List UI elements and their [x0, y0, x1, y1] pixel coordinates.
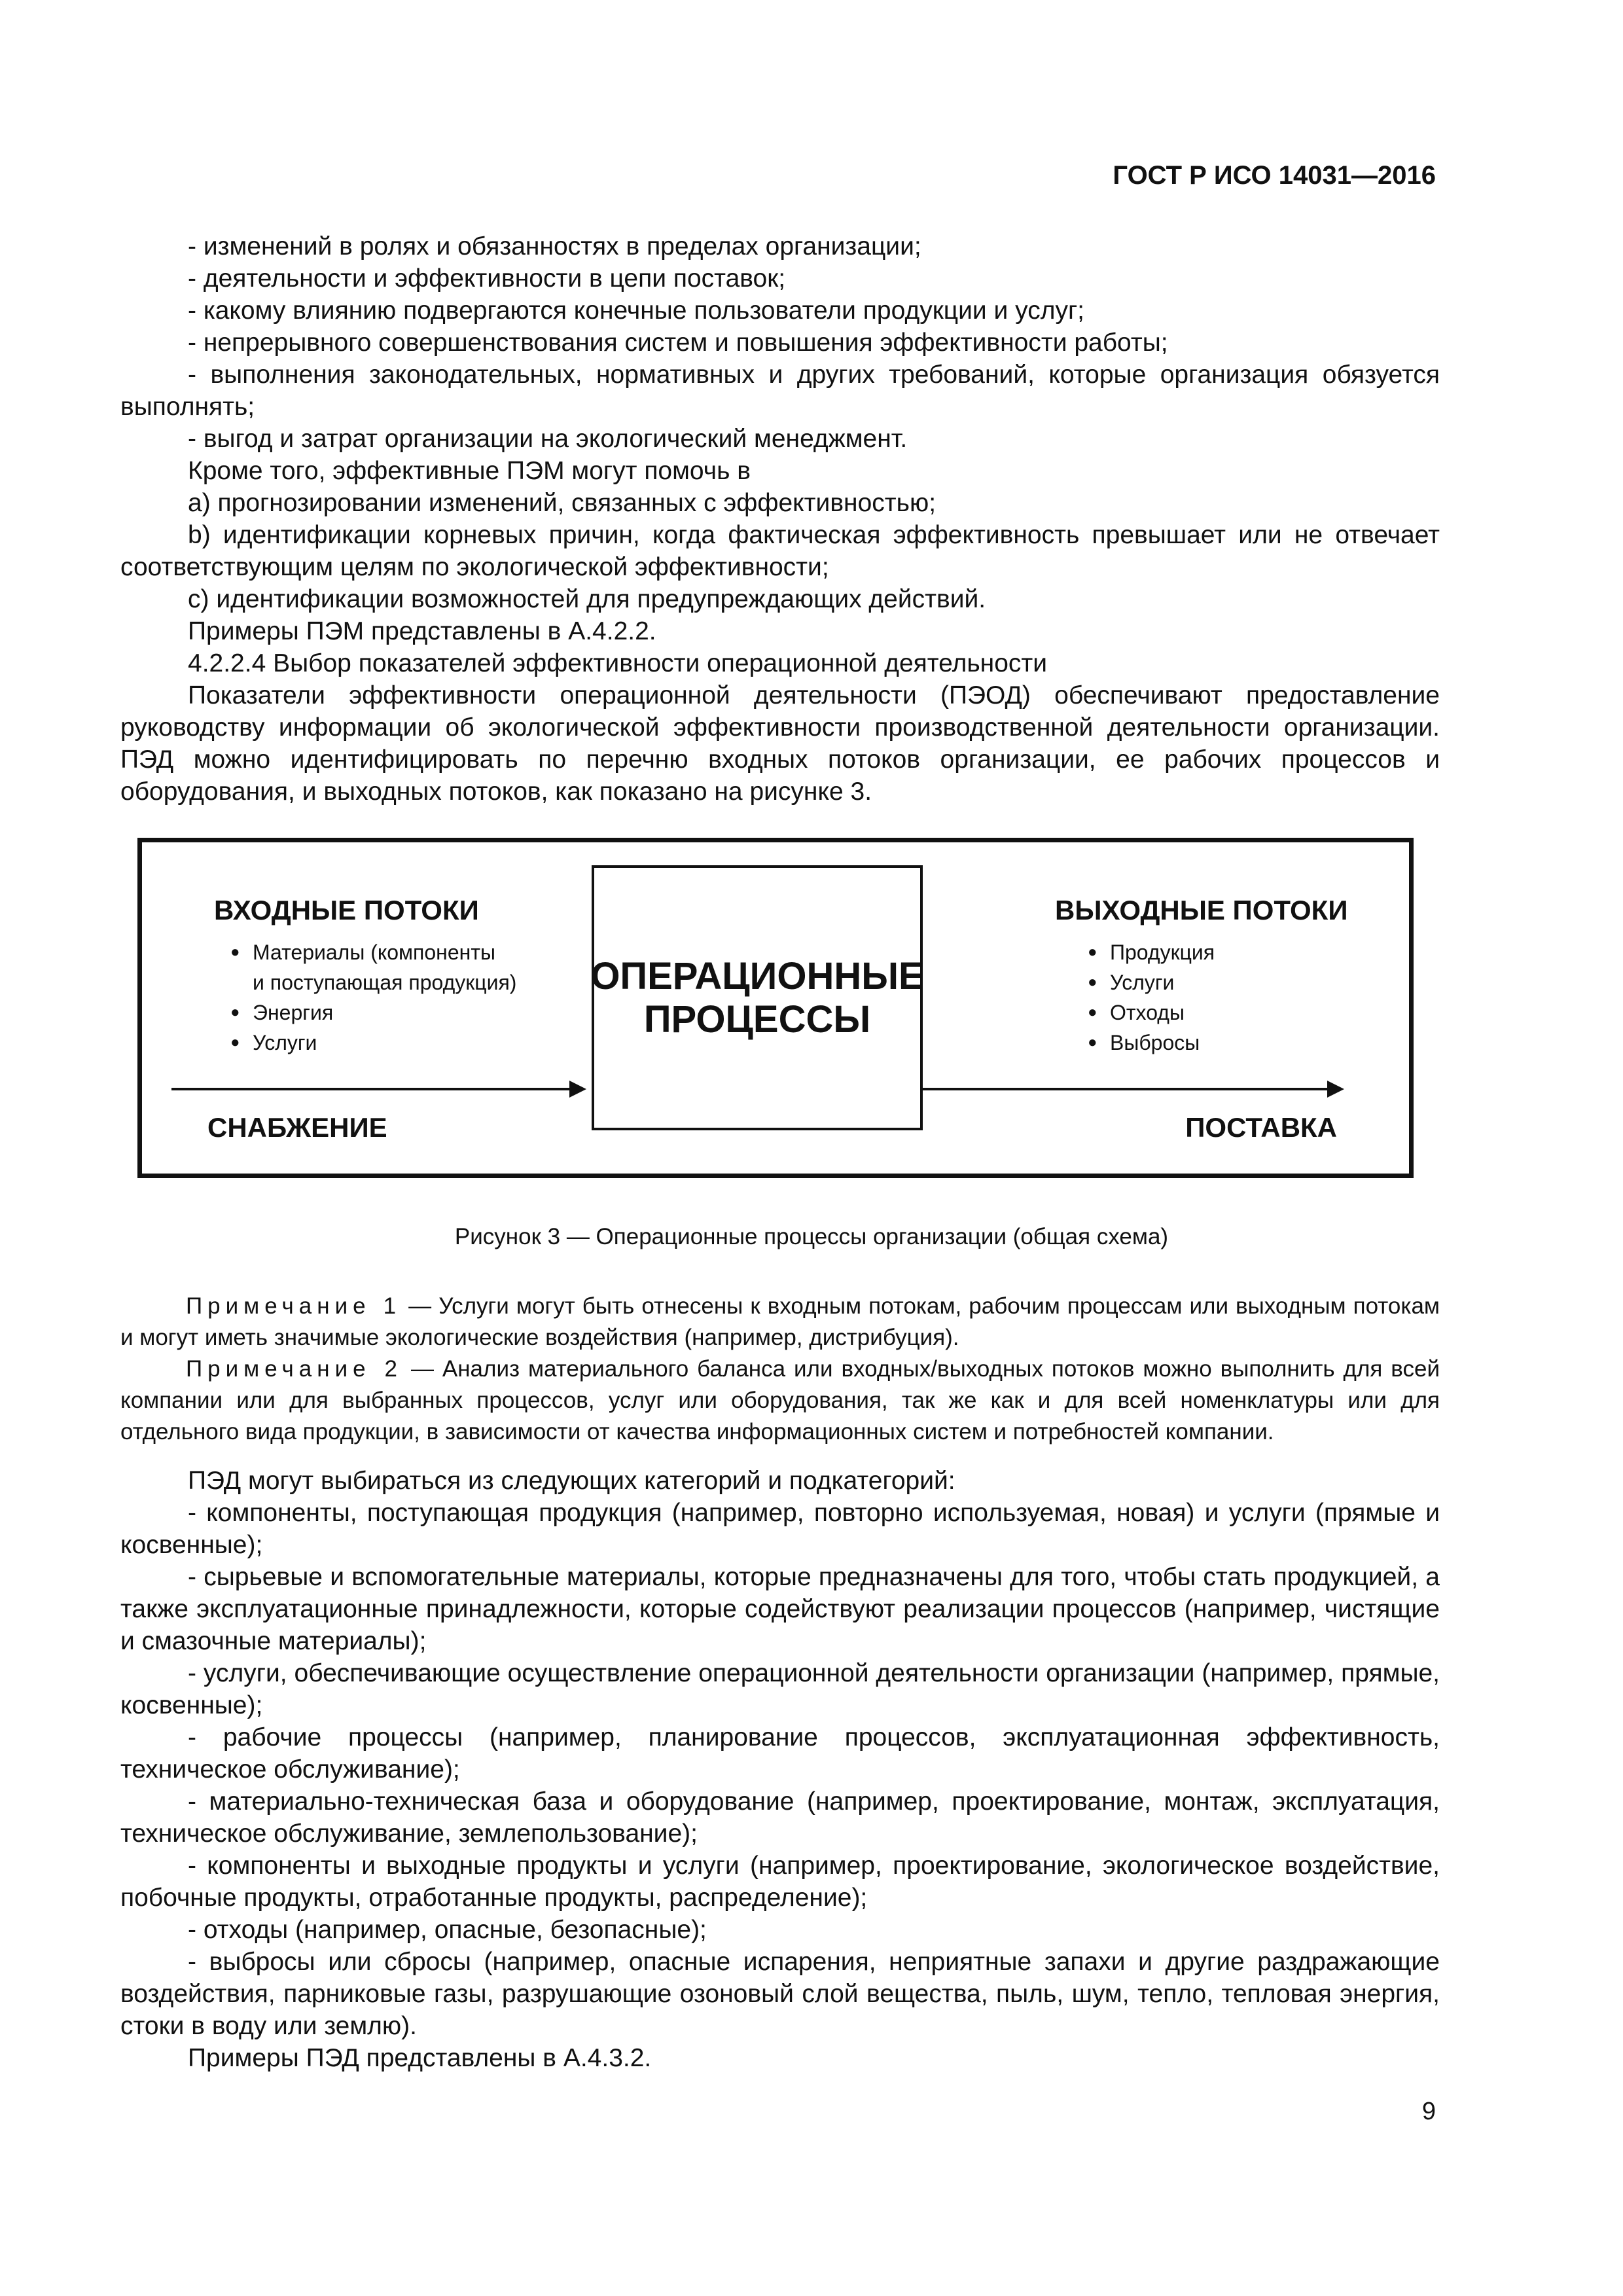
paragraph: - отходы (например, опасные, безопасные); [188, 1916, 707, 1944]
note-2 [120, 1354, 1440, 1448]
note-text: — Услуги могут быть отнесены к входным потокам, рабочим процессам или выходным потокам и могут иметь значимые экологические воздействия (например, дистрибуция). [120, 1293, 1440, 1350]
standard-header: ГОСТ Р ИСО 14031—2016 [1113, 161, 1436, 190]
paragraph: - материально-техническая база и оборудование (например, проектирование, монтаж, эксплуатация, техническое обслуживание, землепользование); [120, 1787, 1440, 1848]
input-item: ● Энергия [230, 997, 516, 1028]
operational-process-diagram [137, 838, 1414, 1178]
output-item: ● Отходы [1088, 997, 1215, 1028]
paragraph: - деятельности и эффективности в цепи поставок; [188, 264, 786, 293]
paragraph: - выбросы или сбросы (например, опасные испарения, неприятные запахи и другие раздражающие воздействия, парниковые газы, разрушающие озоновый слой вещества, пыль, шум, тепло, тепловая энергия, стоки в воду или землю). [120, 1948, 1440, 2040]
page-number: 9 [1421, 2098, 1436, 2125]
output-item: ● Продукция [1088, 937, 1215, 967]
paragraph: Кроме того, эффективные ПЭМ могут помочь в [188, 457, 751, 485]
note-1 [120, 1291, 1440, 1354]
paragraph: b) идентификации корневых причин, когда фактическая эффективность превышает или не отвечает соответствующим целям по экологической эффективности; [120, 521, 1440, 581]
operational-processes-box [592, 865, 923, 1130]
output-item: ● Выбросы [1088, 1028, 1215, 1058]
note-text: — Анализ материального баланса или входных/выходных потоков можно выполнить для всей компании или для выбранных процессов, услуг или оборудования, так же как и для всей номенклатуры или для отдельного вида продукции, в зависимости от качества информационных систем и потребностей компании. [120, 1356, 1440, 1444]
paragraph: - сырьевые и вспомогательные материалы, которые предназначены для того, чтобы стать продукцией, а также эксплуатационные принадлежности, которые содействуют реализации процессов (например, чистящие и смазочные материалы); [120, 1563, 1440, 1655]
center-label: ПРОЦЕССЫ [643, 997, 871, 1041]
paragraph: Примеры ПЭМ представлены в А.4.2.2. [188, 617, 656, 645]
output-flows-title: ВЫХОДНЫЕ ПОТОКИ [1055, 895, 1348, 925]
paragraph: - компоненты, поступающая продукция (например, повторно используемая, новая) и услуги (прямые и косвенные); [120, 1499, 1440, 1559]
paragraph: a) прогнозировании изменений, связанных с эффективностью; [188, 489, 936, 517]
note-label: Примечание 1 [186, 1293, 402, 1319]
delivery-arrow [923, 1088, 1342, 1090]
note-label: Примечание 2 [186, 1356, 402, 1382]
supply-arrow [171, 1088, 584, 1090]
notes-block [120, 1291, 1440, 1448]
section-heading: 4.2.2.4 Выбор показателей эффективности операционной деятельности [188, 649, 1048, 677]
paragraph: - непрерывного совершенствования систем и повышения эффективности работы; [188, 329, 1168, 357]
top-text-block [120, 230, 1440, 808]
center-label: ОПЕРАЦИОННЫЕ [590, 954, 924, 997]
bottom-text-block [120, 1465, 1440, 2074]
paragraph: - рабочие процессы (например, планирование процессов, эксплуатационная эффективность, техническое обслуживание); [120, 1723, 1440, 1784]
paragraph: c) идентификации возможностей для предупреждающих действий. [188, 585, 986, 613]
paragraph: - выгод и затрат организации на экологический менеджмент. [188, 425, 908, 453]
paragraph: Показатели эффективности операционной деятельности (ПЭОД) обеспечивают предоставление руководству информации об экологической эффективности производственной деятельности организации. ПЭД можно идентифицировать по перечню входных потоков организации, ее рабочих процессов и оборудования, и выходных потоков, как показано на рисунке 3. [120, 681, 1440, 806]
paragraph: - компоненты и выходные продукты и услуги (например, проектирование, экологическое воздействие, побочные продукты, отработанные продукты, распределение); [120, 1852, 1440, 1912]
input-flows-list [230, 937, 516, 1058]
input-item: ● Материалы (компоненты и поступающая продукция) [230, 937, 516, 997]
paragraph: Примеры ПЭД представлены в А.4.3.2. [188, 2044, 652, 2072]
paragraph: - услуги, обеспечивающие осуществление операционной деятельности организации (например, прямые, косвенные); [120, 1659, 1440, 1719]
output-flows-list [1088, 937, 1215, 1058]
figure-caption: Рисунок 3 — Операционные процессы организации (общая схема) [454, 1224, 1169, 1249]
supply-label: СНАБЖЕНИЕ [207, 1112, 387, 1143]
input-item: ● Услуги [230, 1028, 516, 1058]
output-item: ● Услуги [1088, 967, 1215, 997]
input-flows-title: ВХОДНЫЕ ПОТОКИ [214, 895, 479, 925]
paragraph: - какому влиянию подвергаются конечные пользователи продукции и услуг; [188, 296, 1085, 325]
paragraph: - выполнения законодательных, нормативных и других требований, которые организация обязуется выполнять; [120, 361, 1440, 421]
delivery-label: ПОСТАВКА [1185, 1112, 1337, 1143]
paragraph: - изменений в ролях и обязанностях в пределах организации; [188, 232, 921, 260]
paragraph: ПЭД могут выбираться из следующих категорий и подкатегорий: [188, 1467, 955, 1495]
